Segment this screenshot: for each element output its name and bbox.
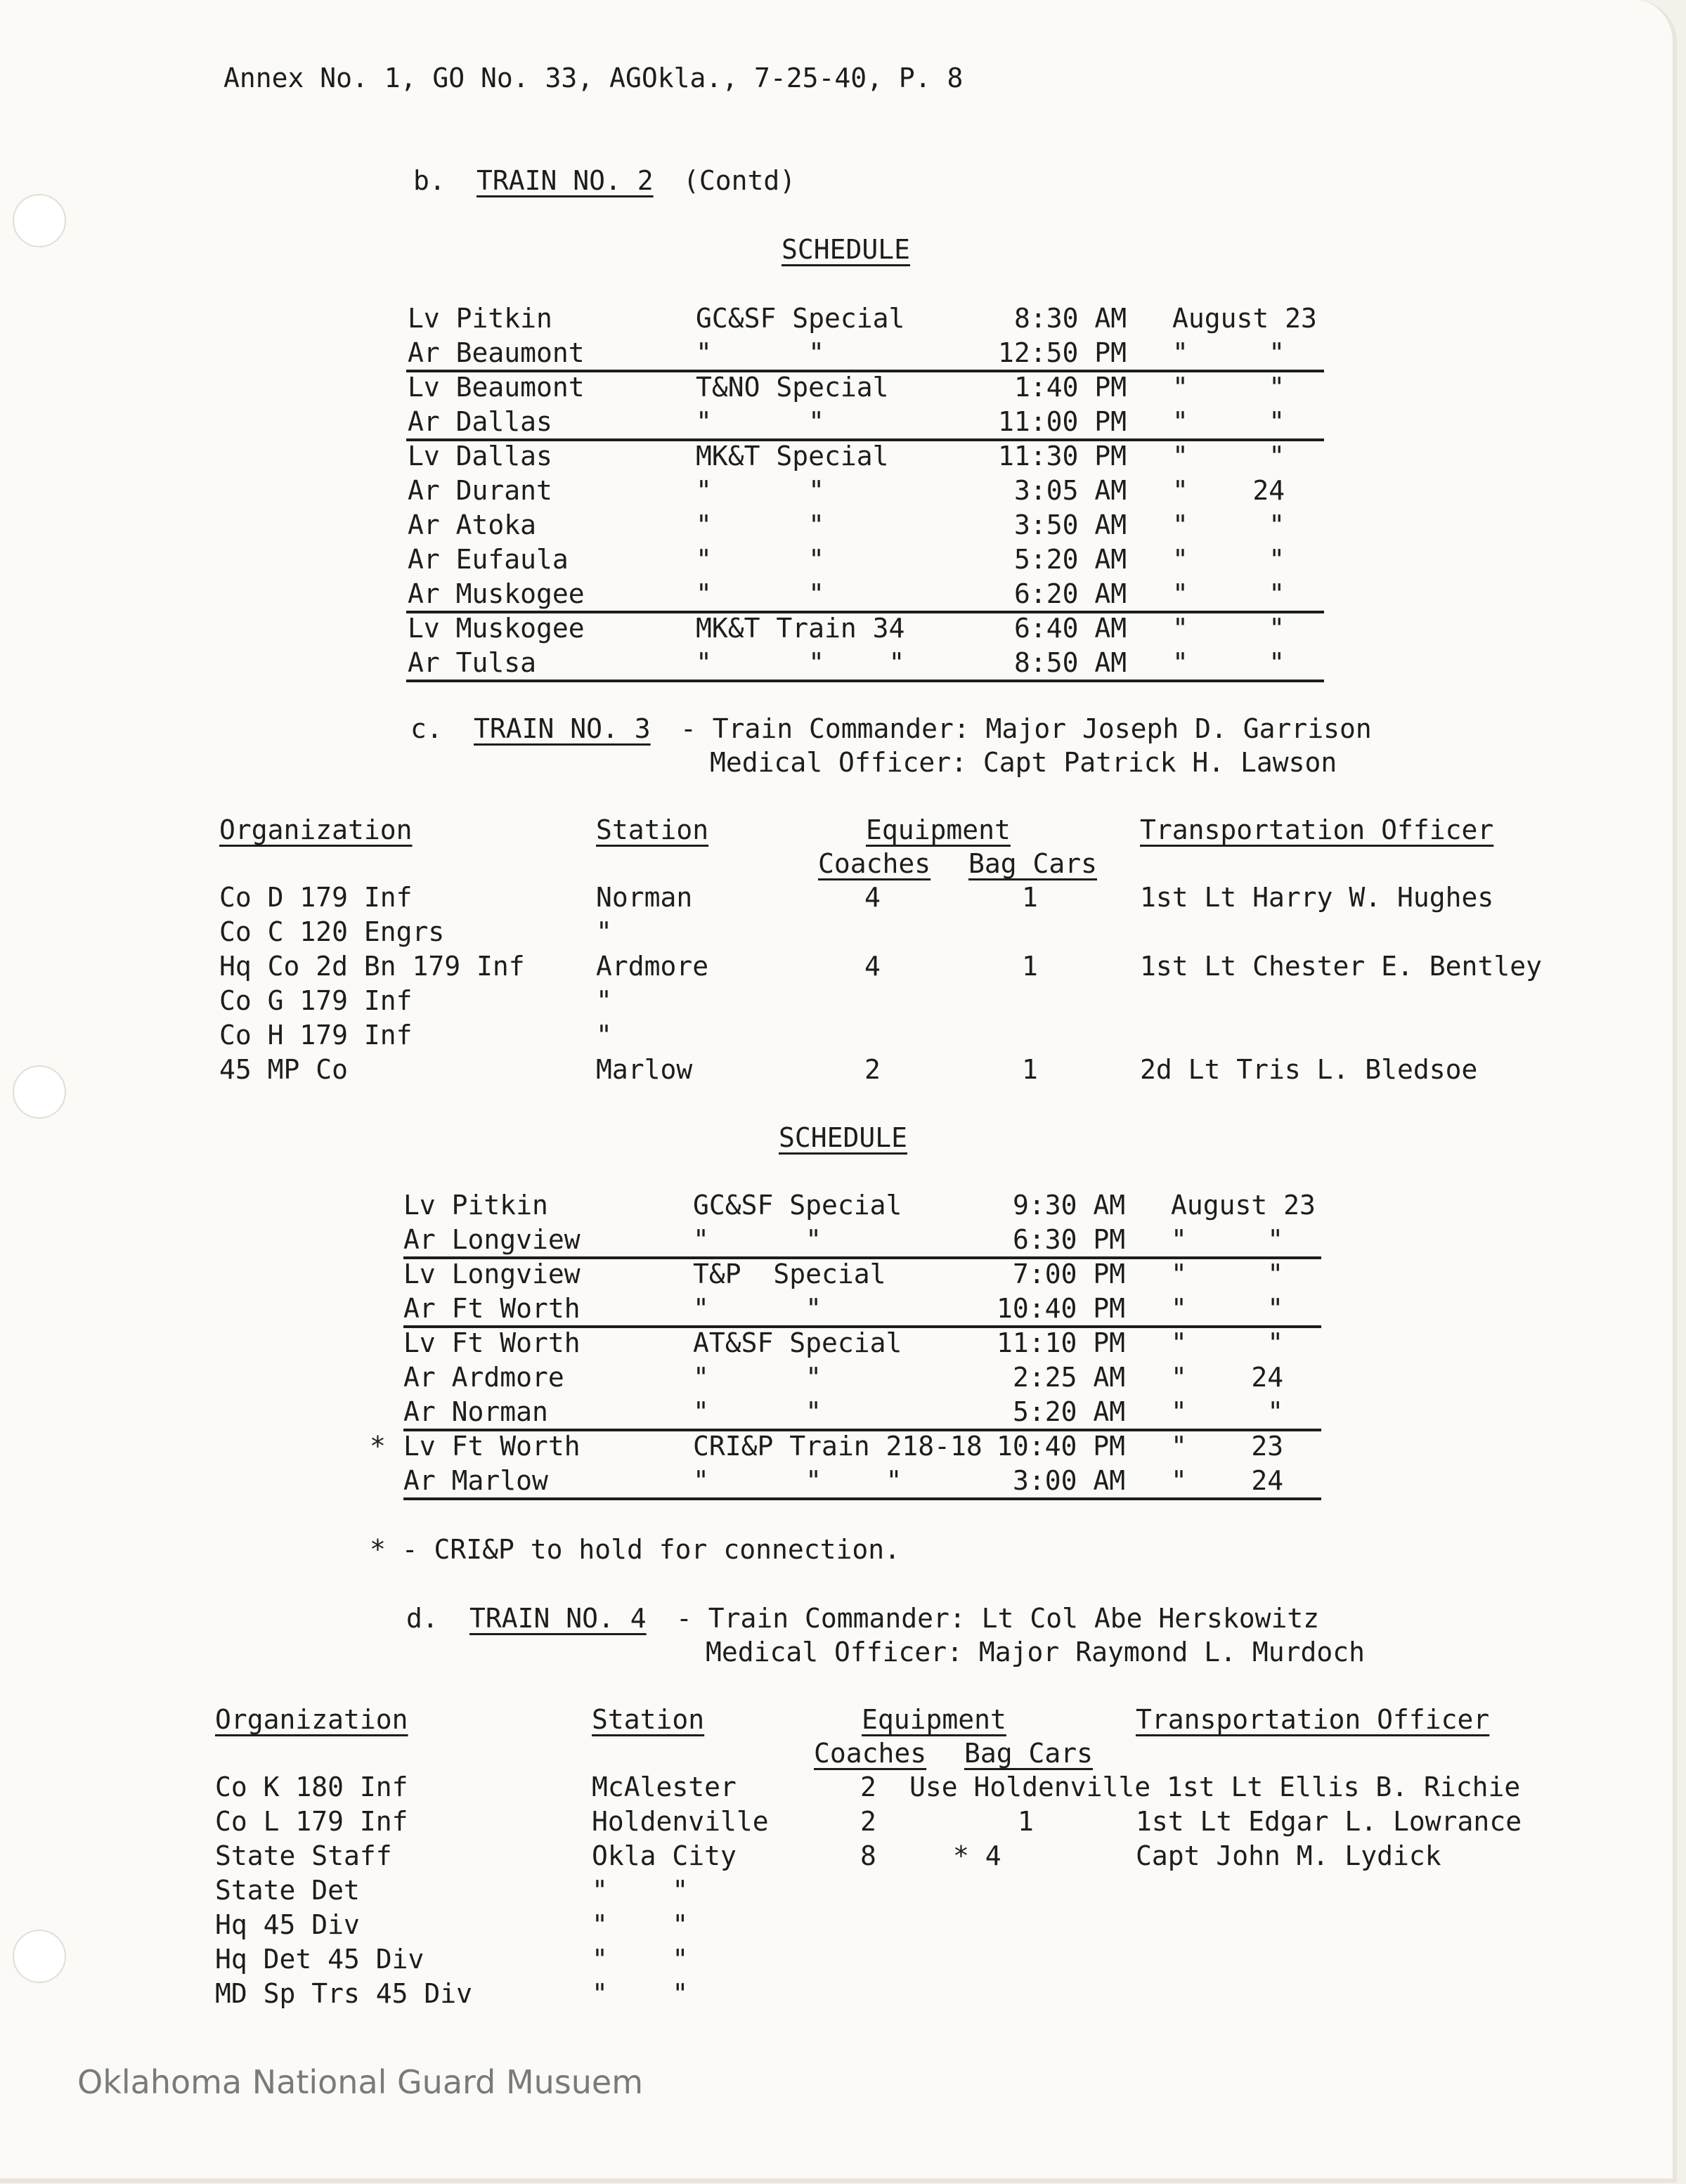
train3-title: TRAIN NO. 3 [474,713,651,744]
org-coaches: 2 [860,1806,876,1837]
section-rule [403,1497,1321,1500]
schedule-cell: " " [693,1293,822,1324]
org-name: Co H 179 Inf [219,1020,413,1051]
org-coaches: 4 [864,951,881,982]
org-name: MD Sp Trs 45 Div [215,1978,473,2009]
train4-letter: d. [406,1603,439,1634]
schedule-cell: Lv Muskogee [408,613,585,644]
schedule-cell: " " [696,406,825,437]
org-station: " [596,1020,612,1051]
org-station: Marlow [596,1054,693,1085]
schedule-cell: " 23 [1171,1431,1284,1462]
train3-letter: c. [410,713,443,744]
col-header-coaches: Coaches [818,848,931,879]
org-transportation-officer: Capt John M. Lydick [1136,1840,1441,1871]
punch-hole [13,1930,66,1983]
org-name: Co C 120 Engrs [219,916,445,947]
schedule-cell: Lv Beaumont [408,372,585,403]
schedule-cell: 2:25 AM [1013,1362,1126,1393]
org-transportation-officer: 1st Lt Ellis B. Richie [1167,1772,1521,1802]
org-name: Co G 179 Inf [219,985,413,1016]
page-header: Annex No. 1, GO No. 33, AGOkla., 7-25-40, P. 8 [223,63,964,93]
schedule-cell: T&NO Special [696,372,889,403]
train2-title: TRAIN NO. 2 [476,165,654,196]
schedule-cell: " " " [696,647,905,678]
schedule-cell: 12:50 PM [998,337,1127,368]
schedule-cell: GC&SF Special [693,1190,902,1221]
train3-schedule-title: SCHEDULE [779,1122,908,1153]
org-transportation-officer: 2d Lt Tris L. Bledsoe [1140,1054,1478,1085]
schedule-cell: 3:00 AM [1013,1465,1126,1496]
col-header-organization: Organization [219,814,413,845]
schedule-cell: Ar Eufaula [408,544,569,575]
train3-medical-officer: Medical Officer: Capt Patrick H. Lawson [710,747,1337,778]
col-header-equipment: Equipment [866,814,1011,845]
org-station: Norman [596,882,693,913]
schedule-cell: 10:40 PM [997,1431,1126,1462]
schedule-cell: AT&SF Special [693,1327,902,1358]
schedule-cell: " " [1171,1224,1284,1255]
org-name: State Staff [215,1840,392,1871]
schedule-cell: August 23 [1172,303,1317,334]
schedule-cell: " " [693,1362,822,1393]
section-rule [406,438,1324,441]
schedule-cell: Ar Ardmore [403,1362,564,1393]
schedule-cell: Ar Ft Worth [403,1293,581,1324]
schedule-cell: Ar Longview [403,1224,581,1255]
org-name: 45 MP Co [219,1054,349,1085]
org-transportation-officer: 1st Lt Chester E. Bentley [1140,951,1542,982]
schedule-cell: " " [1171,1327,1284,1358]
schedule-cell: 10:40 PM [997,1293,1126,1324]
org-name: Hq 45 Div [215,1909,360,1940]
schedule-cell: * [370,1431,386,1462]
schedule-cell: " " [1172,578,1285,609]
footnote: * - CRI&P to hold for connection. [370,1534,900,1565]
org-name: Hq Det 45 Div [215,1944,424,1975]
schedule-cell: Ar Dallas [408,406,552,437]
schedule-cell: " " [1171,1396,1284,1427]
schedule-cell: Ar Durant [408,475,552,506]
col-header-station: Station [596,814,709,845]
watermark: Oklahoma National Guard Musuem [77,2063,644,2101]
schedule-cell: Ar Beaumont [408,337,585,368]
schedule-cell: 6:40 AM [1014,613,1127,644]
schedule-cell: Ar Muskogee [408,578,585,609]
schedule-cell: " " [1171,1293,1284,1324]
train2-letter: b. [413,165,446,196]
schedule-cell: " " [693,1224,822,1255]
schedule-cell: " " [696,509,825,540]
schedule-cell: CRI&P Train 218-18 [693,1431,983,1462]
schedule-cell: " " [696,337,825,368]
schedule-cell: " " [1171,1259,1284,1289]
col-header-bag-cars: Bag Cars [968,848,1098,879]
schedule-cell: " 24 [1171,1465,1284,1496]
section-rule [406,680,1324,682]
org-coaches: 2 [860,1772,876,1802]
schedule-cell: " " [1172,337,1285,368]
org-bag-cars: 1 [1018,1806,1034,1837]
col-header-station: Station [592,1704,705,1735]
schedule-cell: GC&SF Special [696,303,905,334]
org-bag-cars: 1 [1022,882,1038,913]
org-name: Co D 179 Inf [219,882,413,913]
org-name: Co K 180 Inf [215,1772,408,1802]
schedule-cell: " 24 [1172,475,1285,506]
org-station: " " [592,1875,689,1906]
section-rule [406,370,1324,372]
org-transportation-officer: 1st Lt Edgar L. Lowrance [1136,1806,1522,1837]
train2-contd: (Contd) [683,165,796,196]
org-name: Co L 179 Inf [215,1806,408,1837]
schedule-cell: 6:30 PM [1013,1224,1126,1255]
col-header-coaches: Coaches [814,1738,927,1769]
org-station: Ardmore [596,951,709,982]
org-bag-cars: 1 [1022,951,1038,982]
schedule-cell: 1:40 PM [1014,372,1127,403]
schedule-cell: 3:50 AM [1014,509,1127,540]
schedule-cell: 11:10 PM [997,1327,1126,1358]
org-station: " " [592,1978,689,2009]
schedule-cell: " " [696,475,825,506]
org-coaches: 4 [864,882,881,913]
org-station: " [596,985,612,1016]
train2-schedule-title: SCHEDULE [782,234,911,265]
schedule-cell: " " [1172,406,1285,437]
org-station: " " [592,1944,689,1975]
org-station: McAlester [592,1772,737,1802]
section-rule [406,611,1324,613]
schedule-cell: Lv Dallas [408,441,552,472]
schedule-cell: MK&T Special [696,441,889,472]
org-station: " [596,916,612,947]
schedule-cell: " " [696,578,825,609]
schedule-cell: Lv Pitkin [408,303,552,334]
schedule-cell: " " [1172,544,1285,575]
section-rule [403,1325,1321,1328]
schedule-cell: Lv Ft Worth [403,1431,581,1462]
schedule-cell: 6:20 AM [1014,578,1127,609]
schedule-cell: " " [1172,372,1285,403]
col-header-organization: Organization [215,1704,408,1735]
org-station: Holdenville [592,1806,769,1837]
org-bag-cars: * 4 [953,1840,1001,1871]
org-station: " " [592,1909,689,1940]
schedule-cell: 11:00 PM [998,406,1127,437]
section-rule [403,1429,1321,1431]
org-bag-cars: 1 [1022,1054,1038,1085]
org-coaches: 2 [864,1054,881,1085]
schedule-cell: 5:20 AM [1013,1396,1126,1427]
schedule-cell: " 24 [1171,1362,1284,1393]
org-coaches: 8 [860,1840,876,1871]
schedule-cell: Ar Marlow [403,1465,548,1496]
schedule-cell: " " [1172,613,1285,644]
schedule-cell: Ar Tulsa [408,647,537,678]
schedule-cell: Lv Pitkin [403,1190,548,1221]
schedule-cell: Lv Longview [403,1259,581,1289]
section-rule [403,1256,1321,1259]
org-station: Okla City [592,1840,737,1871]
schedule-cell: 11:30 PM [998,441,1127,472]
col-header-transportation-officer: Transportation Officer [1136,1704,1490,1735]
punch-hole [13,1065,66,1119]
schedule-cell: 7:00 PM [1013,1259,1126,1289]
schedule-cell: Ar Atoka [408,509,537,540]
schedule-cell: Lv Ft Worth [403,1327,581,1358]
schedule-cell: " " [693,1396,822,1427]
col-header-bag-cars: Bag Cars [964,1738,1094,1769]
schedule-cell: 3:05 AM [1014,475,1127,506]
col-header-equipment: Equipment [862,1704,1006,1735]
schedule-cell: " " " [693,1465,902,1496]
schedule-cell: 8:50 AM [1014,647,1127,678]
schedule-cell: " " [696,544,825,575]
schedule-cell: Ar Norman [403,1396,548,1427]
schedule-cell: " " [1172,441,1285,472]
schedule-cell: August 23 [1171,1190,1316,1221]
schedule-cell: 5:20 AM [1014,544,1127,575]
train3-commander: - Train Commander: Major Joseph D. Garrison [680,713,1372,744]
col-header-transportation-officer: Transportation Officer [1140,814,1494,845]
schedule-cell: MK&T Train 34 [696,613,905,644]
schedule-cell: " " [1172,647,1285,678]
org-bag-cars: Use Holdenville [909,1772,1151,1802]
org-name: State Det [215,1875,360,1906]
train4-commander: - Train Commander: Lt Col Abe Herskowitz [676,1603,1320,1634]
org-name: Hq Co 2d Bn 179 Inf [219,951,525,982]
schedule-cell: 8:30 AM [1014,303,1127,334]
schedule-cell: 9:30 AM [1013,1190,1126,1221]
punch-hole [13,194,66,247]
schedule-cell: T&P Special [693,1259,886,1289]
org-transportation-officer: 1st Lt Harry W. Hughes [1140,882,1494,913]
schedule-cell: " " [1172,509,1285,540]
train4-title: TRAIN NO. 4 [469,1603,647,1634]
train4-medical-officer: Medical Officer: Major Raymond L. Murdoch [706,1637,1365,1668]
